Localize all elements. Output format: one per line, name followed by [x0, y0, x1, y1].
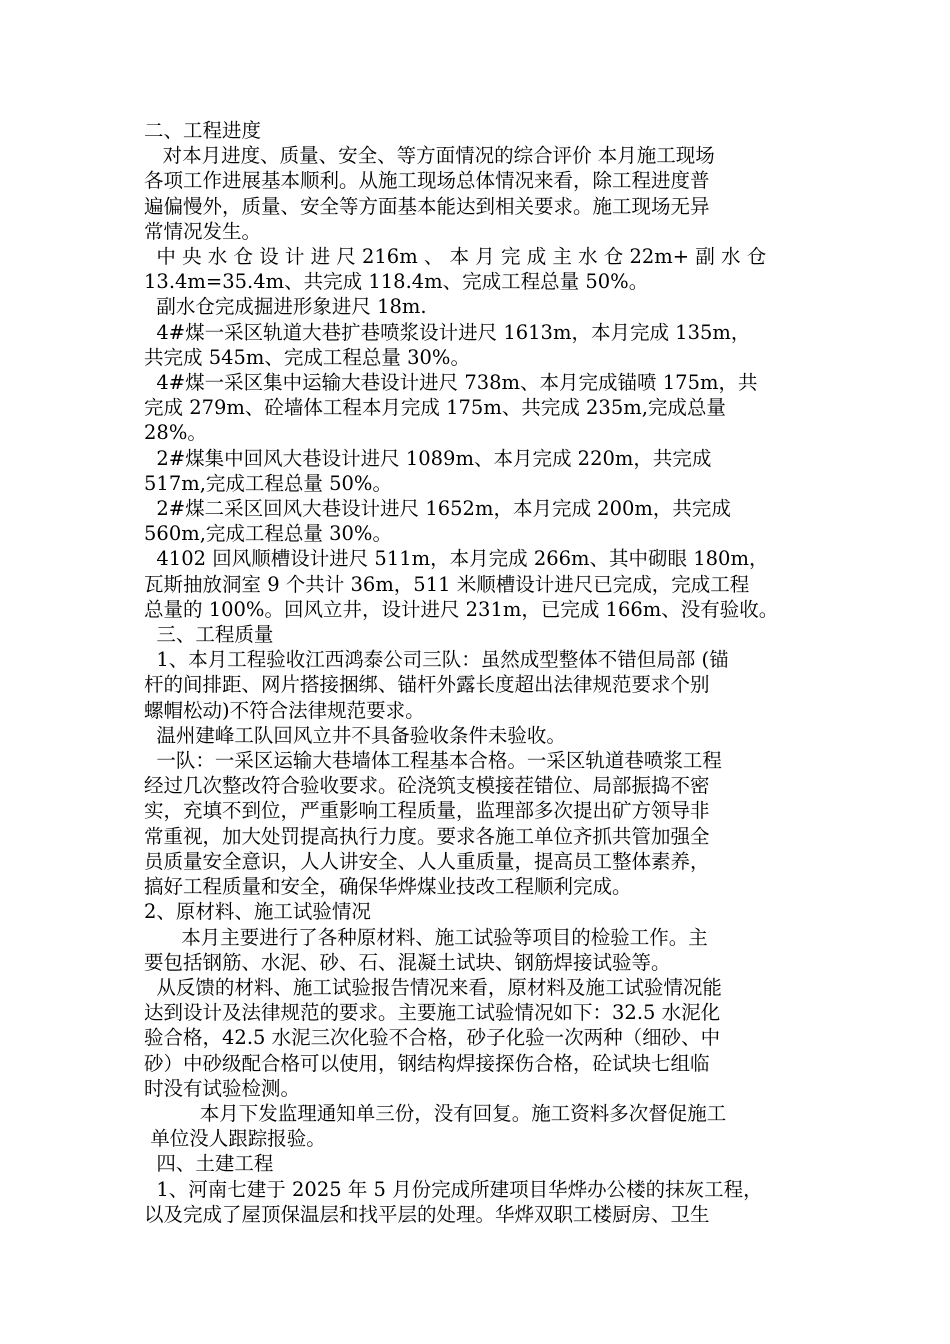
text-line: 共完成 545m、完成工程总量 30%。	[144, 345, 470, 369]
text-line: 验合格，42.5 水泥三次化验不合格，砂子化验一次两种（细砂、中	[144, 1026, 721, 1050]
text-line: 四、土建工程	[144, 1152, 274, 1176]
text-line: 二、工程进度	[144, 119, 262, 142]
text-line: 单位没人跟踪报验。	[144, 1127, 326, 1151]
text-line: 实，充填不到位，严重影响工程质量，监理部多次提出矿方领导非	[144, 799, 710, 823]
text-line: 从反馈的材料、施工试验报告情况来看，原材料及施工试验情况能	[144, 975, 722, 999]
text-line: 1、本月工程验收江西鸿泰公司三队：虽然成型整体不错但局部 (锚	[144, 648, 729, 672]
text-line: 本月主要进行了各种原材料、施工试验等项目的检验工作。主	[144, 925, 708, 949]
text-line: 经过几次整改符合验收要求。砼浇筑支模接茬错位、局部振捣不密	[144, 774, 710, 798]
text-line: 副水仓完成掘进形象进尺 18m.	[144, 295, 427, 319]
text-line: 三、工程质量	[144, 623, 274, 647]
text-line: 温州建峰工队回风立井不具备验收条件未验收。	[144, 723, 566, 747]
text-line: 常情况发生。	[144, 219, 262, 243]
text-line: 本月下发监理通知单三份，没有回复。施工资料多次督促施工	[144, 1101, 727, 1125]
text-line: 4#煤一采区轨道大巷扩巷喷浆设计进尺 1613m，本月完成 135m，	[144, 320, 751, 344]
text-line: 要包括钢筋、水泥、砂、石、混凝土试块、钢筋焊接试验等。	[144, 950, 671, 974]
text-line: 4102 回风顺槽设计进尺 511m，本月完成 266m、其中砌眼 180m，	[144, 547, 769, 571]
text-line: 员质量安全意识，人人讲安全、人人重质量，提高员工整体素养，	[144, 849, 710, 873]
text-line: 4#煤一采区集中运输大巷设计进尺 738m、本月完成锚喷 175m，共	[144, 371, 758, 395]
text-line: 以及完成了屋顶保温层和找平层的处理。华烨双职工楼厨房、卫生	[144, 1202, 710, 1226]
text-line: 一队：一采区运输大巷墙体工程基本合格。一采区轨道巷喷浆工程	[144, 749, 722, 773]
text-line: 砂）中砂级配合格可以使用，钢结构焊接探伤合格，砼试块七组临	[144, 1051, 710, 1075]
text-line: 2#煤二采区回风大巷设计进尺 1652m，本月完成 200m，共完成	[144, 497, 731, 521]
text-line: 517m,完成工程总量 50%。	[144, 471, 392, 495]
text-line: 1、河南七建于 2025 年 5 月份完成所建项目华烨办公楼的抹灰工程，	[144, 1177, 763, 1201]
text-line: 560m,完成工程总量 30%。	[144, 522, 392, 546]
text-line: 对本月进度、质量、安全、等方面情况的综合评价 本月施工现场	[144, 144, 715, 168]
text-line: 达到设计及法律规范的要求。主要施工试验情况如下：32.5 水泥化	[144, 1001, 721, 1025]
text-line: 13.4m=35.4m、共完成 118.4m、完成工程总量 50%。	[144, 270, 649, 294]
text-line: 2#煤集中回风大巷设计进尺 1089m、本月完成 220m，共完成	[144, 446, 712, 470]
text-line: 瓦斯抽放洞室 9 个共计 36m，511 米顺槽设计进尺已完成，完成工程	[144, 572, 750, 596]
text-line: 28%。	[144, 421, 207, 445]
document-body	[144, 118, 816, 1227]
text-line: 总量的 100%。回风立井，设计进尺 231m，已完成 166m、没有验收。	[144, 597, 779, 621]
text-line: 搞好工程质量和安全，确保华烨煤业技改工程顺利完成。	[144, 875, 632, 899]
text-line: 螺帽松动)不符合法律规范要求。	[144, 698, 425, 722]
text-line: 2、原材料、施工试验情况	[144, 900, 371, 924]
text-line: 完成 279m、砼墙体工程本月完成 175m、共完成 235m,完成总量	[144, 396, 726, 420]
text-line: 中 央 水 仓 设 计 进 尺 216m 、 本 月 完 成 主 水 仓 22m+ 副 水 仓	[144, 245, 767, 269]
text-line: 常重视，加大处罚提高执行力度。要求各施工单位齐抓共管加强全	[144, 824, 710, 848]
text-line: 各项工作进展基本顺利。从施工现场总体情况来看，除工程进度普	[144, 169, 710, 193]
text-line: 杆的间排距、网片搭接捆绑、锚杆外露长度超出法律规范要求个别	[144, 673, 710, 697]
document-page	[144, 118, 816, 1227]
text-line: 遍偏慢外，质量、安全等方面基本能达到相关要求。施工现场无异	[144, 194, 710, 218]
text-line: 时没有试验检测。	[144, 1076, 301, 1100]
